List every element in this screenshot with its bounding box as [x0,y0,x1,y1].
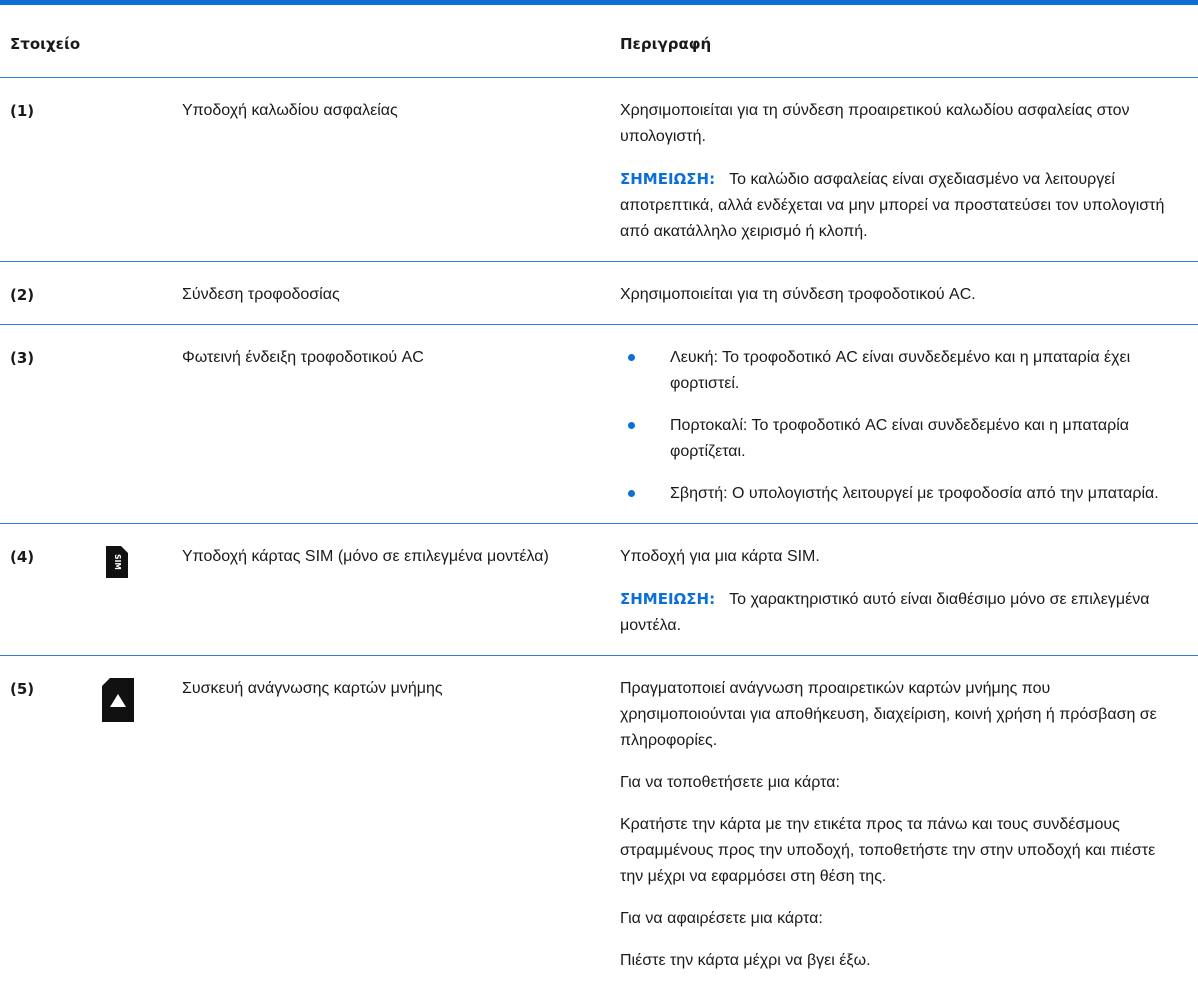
row-icon-cell [92,656,182,990]
table-row [0,262,1198,325]
bullet-icon [628,354,635,361]
row-component-name: Συσκευή ανάγνωσης καρτών μνήμης [182,680,443,697]
note-label: ΣΗΜΕΙΩΣΗ: [620,170,716,188]
note-text: Το καλώδιο ασφαλείας είναι σχεδιασμένο να λειτουργεί αποτρεπτικά, αλλά ενδέχεται να μην μπορεί να προστατεύσει τον υπολογιστή από ακατάλληλο χειρισμό ή κλοπή. [620,171,1165,240]
row-icon-cell [92,262,182,324]
table-header [0,5,1198,78]
description-text: Πραγματοποιεί ανάγνωση προαιρετικών καρτών μνήμης που χρησιμοποιούνται για αποθήκευση, διαχείριση, κοινή χρήση ή πρόσβαση σε πληροφορίες. [620,680,1157,749]
row-component-name: Φωτεινή ένδειξη τροφοδοτικού AC [182,349,424,366]
header-description: Περιγραφή [620,35,712,53]
description-text: Για να αφαιρέσετε μια κάρτα: [620,910,823,927]
bullet-icon [628,490,635,497]
row-component-name: Υποδοχή κάρτας SIM (μόνο σε επιλεγμένα μοντέλα) [182,548,549,565]
table-row [0,78,1198,262]
row-description [620,78,1198,261]
description-text: Κρατήστε την κάρτα με την ετικέτα προς τα πάνω και τους συνδέσμους στραμμένους προς την υποδοχή, τοποθετήστε την στην υποδοχή και πιέστε την μέχρι να εφαρμόσει στη θέση της. [620,816,1156,885]
table-row [0,524,1198,656]
list-item [620,345,1168,397]
list-item-text: Σβηστή: Ο υπολογιστής λειτουργεί με τροφοδοσία από την μπαταρία. [670,485,1159,502]
list-item-text: Πορτοκαλί: Το τροφοδοτικό AC είναι συνδεδεμένο και η μπαταρία φορτίζεται. [670,417,1130,460]
row-description [620,325,1198,523]
row-icon-cell [92,524,182,655]
description-text: Χρησιμοποιείται για τη σύνδεση τροφοδοτικού AC. [620,286,976,303]
row-number: (2) [10,286,35,304]
description-text: Πιέστε την κάρτα μέχρι να βγει έξω. [620,952,871,969]
row-number: (5) [10,680,35,698]
table-row [0,325,1198,524]
row-description [620,262,1198,324]
row-component-name: Σύνδεση τροφοδοσίας [182,286,340,303]
description-text: Για να τοποθετήσετε μια κάρτα: [620,774,840,791]
note-text: Το χαρακτηριστικό αυτό είναι διαθέσιμο μόνο σε επιλεγμένα μοντέλα. [620,591,1150,634]
list-item [620,481,1168,507]
row-number: (4) [10,548,35,566]
row-number: (3) [10,349,35,367]
sim-icon-label: SIM [113,554,122,570]
description-text: Χρησιμοποιείται για τη σύνδεση προαιρετικού καλωδίου ασφαλείας στον υπολογιστή. [620,102,1130,145]
description-text: Υποδοχή για μια κάρτα SIM. [620,548,820,565]
row-icon-cell [92,325,182,523]
status-list [620,345,1168,507]
list-item [620,413,1168,465]
list-item-text: Λευκή: Το τροφοδοτικό AC είναι συνδεδεμένο και η μπαταρία έχει φορτιστεί. [670,349,1131,392]
row-number: (1) [10,102,35,120]
header-item: Στοιχείο [10,35,81,53]
table-row [0,656,1198,990]
note [620,586,1168,639]
row-icon-cell [92,78,182,261]
sim-card-icon [106,546,128,578]
memory-card-icon [102,678,134,722]
row-component-name: Υποδοχή καλωδίου ασφαλείας [182,102,398,119]
row-description [620,524,1198,655]
row-description [620,656,1198,990]
bullet-icon [628,422,635,429]
note-label: ΣΗΜΕΙΩΣΗ: [620,590,716,608]
note [620,166,1168,245]
